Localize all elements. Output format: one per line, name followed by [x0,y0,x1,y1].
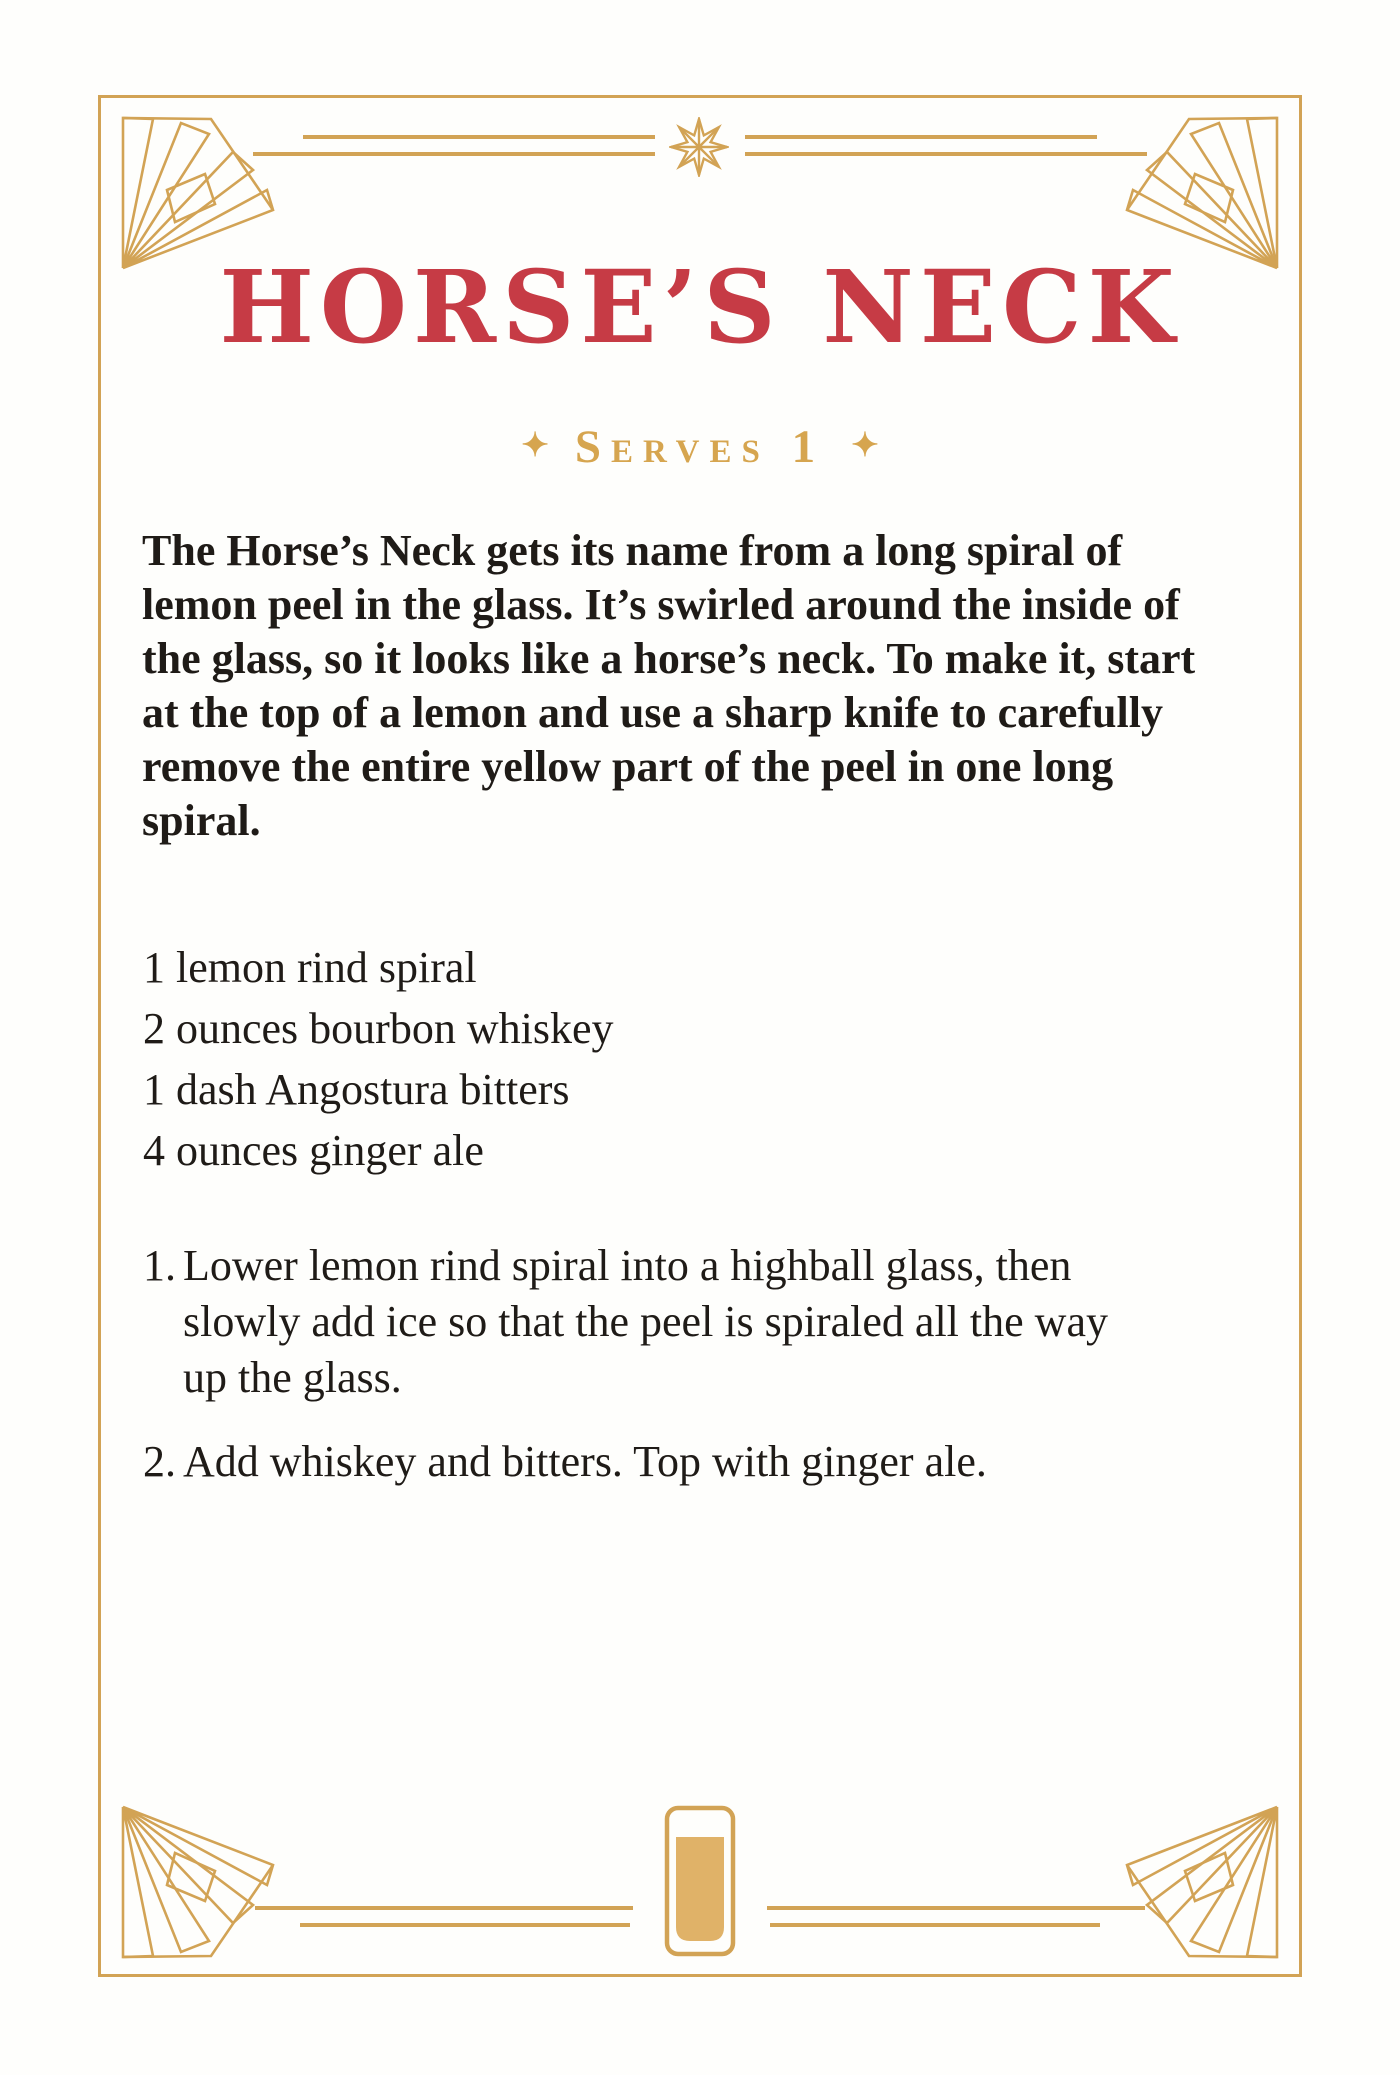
text-line: 1 dash Angostura bitters [143,1065,570,1114]
gold-divider-line [303,135,655,139]
text-line: lemon peel in the glass. It’s swirled around the inside of [142,580,1180,629]
text-line: remove the entire yellow part of the peel in one long [142,742,1114,791]
serves-label: Serves 1 [574,421,826,473]
corner-fan-icon [1117,1797,1285,1965]
star-ornament-icon [669,117,729,177]
intro-paragraph [142,524,1312,848]
text-line: 4 ounces ginger ale [143,1126,484,1175]
text-line: up the glass. [183,1353,402,1402]
step-item [143,1434,1313,1490]
text-line: Add whiskey and bitters. Top with ginger ale. [183,1437,987,1486]
gold-divider-line [300,1923,630,1927]
text-line: the glass, so it looks like a horse’s neck. To make it, start [142,634,1196,683]
text-line: Lower lemon rind spiral into a highball glass, then [183,1241,1072,1290]
diamond-ornament-icon: ✦ [521,428,549,464]
corner-fan-icon [115,1797,283,1965]
steps-list [143,1238,1313,1490]
highball-glass-icon [664,1805,736,1957]
step-text [183,1238,1108,1406]
text-line: spiral. [142,796,261,845]
text-line: at the top of a lemon and use a sharp knife to carefully [142,688,1163,737]
step-item [143,1238,1313,1406]
ingredients-list [143,937,1313,1181]
step-number: 1. [143,1241,176,1290]
text-line: 1 lemon rind spiral [143,943,477,992]
recipe-title: HORSE’S NECK [219,248,1181,366]
diamond-ornament-icon: ✦ [851,428,879,464]
text-line: 2 ounces bourbon whiskey [143,1004,614,1053]
gold-divider-line [745,152,1147,156]
serves-line [0,420,1400,474]
text-line: slowly add ice so that the peel is spiraled all the way [183,1297,1108,1346]
text-line: The Horse’s Neck gets its name from a long spiral of [142,526,1123,575]
gold-divider-line [770,1923,1100,1927]
gold-divider-line [767,1906,1145,1910]
gold-divider-line [253,152,655,156]
gold-divider-line [745,135,1097,139]
step-number: 2. [143,1437,176,1486]
step-text [183,1434,987,1490]
gold-divider-line [255,1906,633,1910]
